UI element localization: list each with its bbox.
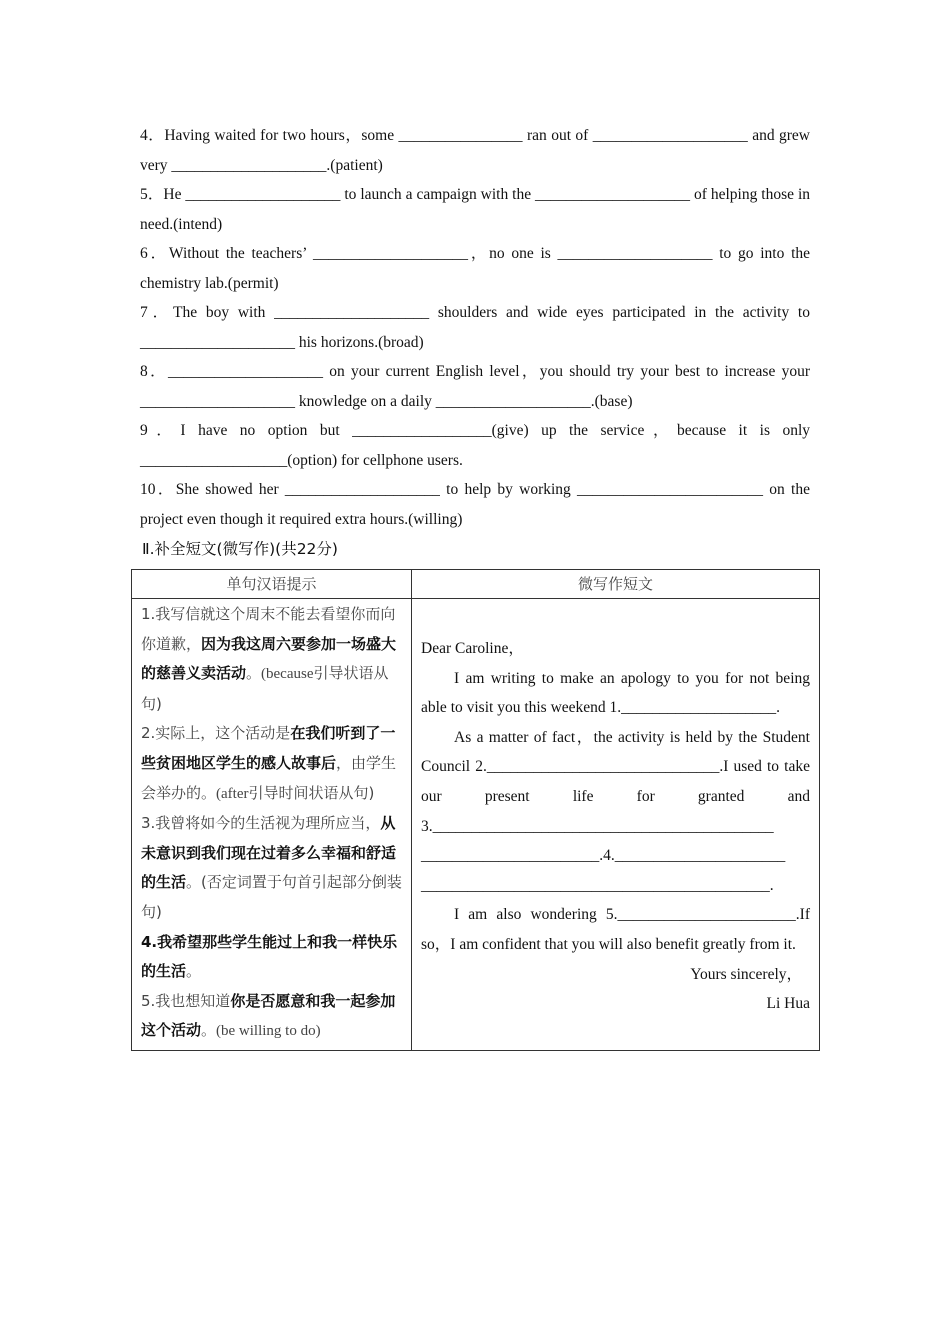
letter-signature: Li Hua [766, 995, 810, 1013]
hint-text: ，由学生会举办的。 [141, 753, 397, 802]
letter-cell [412, 599, 820, 1051]
exercise-item-6: 6．Without the teachers’ ____________________，no one is ____________________ to go into the chemistry lab.(permit) [140, 245, 810, 292]
hint-note: 引导时间状语从句) [248, 783, 375, 802]
hint-5 [141, 987, 404, 1047]
hint-text: 。 [246, 664, 262, 683]
hint-text: 1.我写信就这个周末不能去看望你而向你道歉， [141, 605, 396, 653]
micro-writing-table [131, 569, 820, 1051]
exercise-item-7: 7．The boy with ____________________ shoulders and wide eyes participated in the activity to ____________________ his horizons.(broad) [140, 304, 810, 351]
exercise-item-4: 4．Having waited for two hours，some ________________ ran out of ____________________ and grew very ____________________.(patient) [140, 127, 810, 174]
hint-emphasis: 从未意识到我们现在过着多么幸福和舒适的生活 [141, 814, 397, 892]
hint-note: (否定词置于句首引起部分倒装句) [141, 873, 402, 921]
letter-paragraph-3: I am also wondering 5._______________________.If so，I am confident that you will also benefit greatly from it. [421, 906, 810, 953]
hint-note: (be willing to do) [216, 1023, 321, 1040]
hint-note: 引导状语从句) [141, 664, 389, 713]
letter-greeting: Dear Caroline， [421, 640, 524, 657]
letter-paragraph-2: As a matter of fact，the activity is held by the Student Council 2.______________________________.I used to take our present life for granted and 3.____________________________________________ _______________________.4.______________________ _____________________________________________. [421, 728, 810, 894]
exercise-item-8: 8．____________________ on your current English level，you should try your best to increase your ____________________ knowledge on a daily ____________________.(base) [140, 363, 810, 410]
hint-note: (after [216, 785, 249, 802]
hint-2 [141, 719, 404, 809]
hint-text: 。 [186, 873, 202, 892]
exercise-list [140, 121, 810, 534]
hint-emphasis: 你是否愿意和我一起参加这个活动 [141, 991, 396, 1040]
hint-4 [141, 928, 404, 987]
hint-emphasis: 4.我希望那些学生能过上和我一样快乐的生活 [141, 932, 398, 981]
letter-paragraph-1: I am writing to make an apology to you for not being able to visit you this weekend 1.____________________. [421, 669, 810, 717]
exercise-item-9: 9．I have no option but __________________(give) up the service，because it is only ___________________(option) for cellphone users. [140, 422, 810, 469]
hint-3 [141, 809, 404, 927]
letter-closing: Yours sincerely， [690, 965, 802, 983]
hint-text: 3.我曾将如今的生活视为理所应当， [141, 814, 381, 833]
hint-text: 5.我也想知道 [141, 991, 231, 1010]
exercise-item-10: 10．She showed her ____________________ to help by working ________________________ on the project even though it required extra hours.(willing) [140, 481, 810, 528]
header-hints: 单句汉语提示 [132, 570, 412, 599]
hint-text: 。 [201, 1021, 217, 1040]
header-essay: 微写作短文 [412, 570, 820, 599]
hint-note: (because [261, 666, 314, 683]
hint-1 [141, 600, 404, 719]
exercise-item-5: 5．He ____________________ to launch a campaign with the ____________________ of helping those in need.(intend) [140, 186, 810, 233]
hint-emphasis: 在我们听到了一些贫困地区学生的感人故事后 [141, 724, 396, 772]
hint-text: 。 [186, 962, 202, 981]
hint-text: 2.实际上，这个活动是 [141, 724, 291, 743]
hints-cell [132, 599, 412, 1051]
section-title: Ⅱ.补全短文(微写作)(共22分) [142, 540, 338, 558]
hint-emphasis: 因为我这周六要参加一场盛大的慈善义卖活动 [141, 634, 397, 683]
